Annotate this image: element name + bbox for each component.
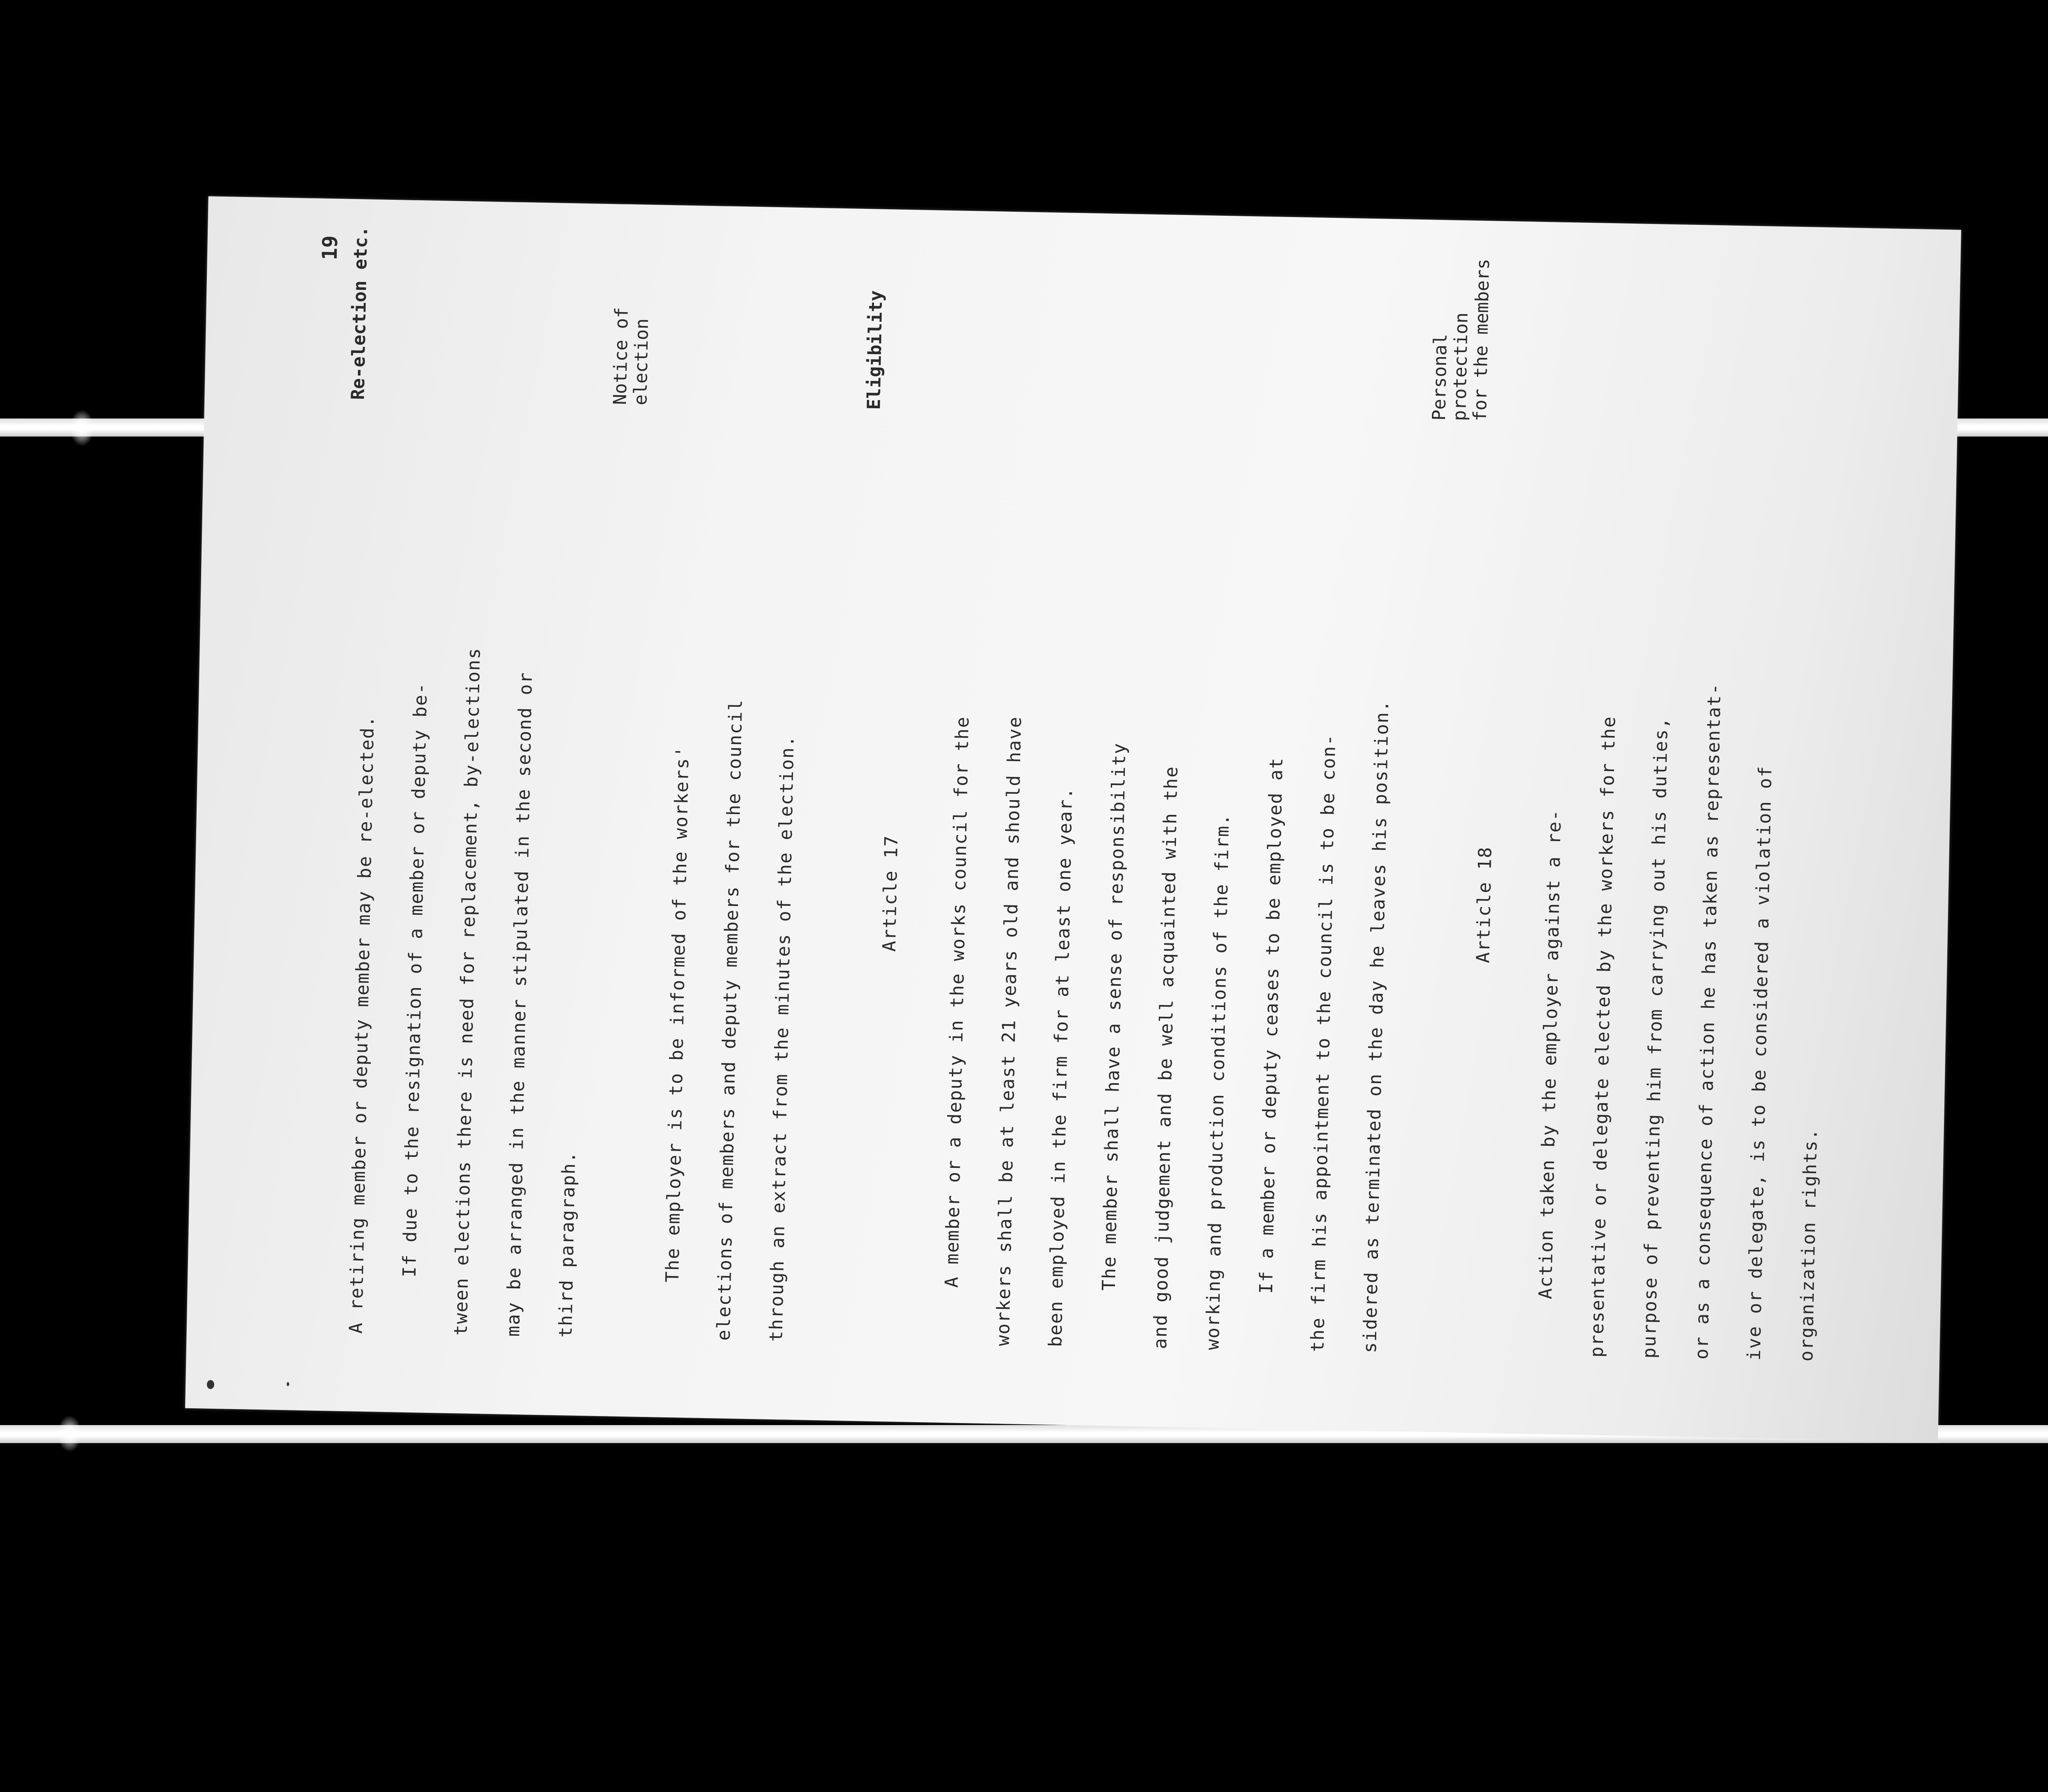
sprocket-hole — [70, 410, 94, 446]
paragraph-eligibility-qualities: The member shall have a sense of responsibility and good judgement and be well acquainted with the working and production conditions of the firm. — [1098, 742, 1234, 1351]
film-speck — [287, 1382, 289, 1386]
article-17-heading: Article 17 — [879, 835, 902, 952]
sprocket-hole — [57, 1415, 82, 1452]
margin-note-reelection: Re-election etc. — [347, 226, 372, 400]
paragraph-reelection: A retiring member or deputy member may be re-elected. — [345, 715, 378, 1334]
page-content — [222, 209, 1924, 1429]
body-text — [330, 432, 1851, 1362]
film-speck — [207, 1380, 214, 1389]
page-number: 19 — [317, 235, 342, 260]
margin-note-protection: Personal protection for the members — [1428, 258, 1494, 422]
margin-notes — [347, 211, 1494, 422]
document-page — [185, 196, 1961, 1442]
paragraph-termination: If a member or deputy ceases to be employed at the firm his appointment to the council is to be con- sidered as terminated on the day he leaves his position. — [1255, 699, 1393, 1353]
paragraph-protection: Action taken by the employer against a re- presentative or delegate elected by the workers for the purpose of preventing him from carrying out his duties, or as a consequence of action he has taken as representat- ive or delegate, is to be considered a violation of organization rights. — [1535, 683, 1821, 1362]
paragraph-notice: The employer is to be informed of the workers' elections of members and deputy members for the council through an extract from the minutes of the election. — [662, 699, 798, 1342]
paragraph-by-elections: If due to the resignation of a member or deputy be- tween elections there is need for replacement, by-elections may be arranged in the manner stipulated in the second or third paragraph. — [399, 647, 580, 1338]
paragraph-eligibility-age: A member or a deputy in the works council for the workers shall be at least 21 years old and should have been employed in the firm for at least one year. — [941, 716, 1077, 1347]
margin-note-notice: Notice of election — [609, 307, 653, 406]
margin-note-eligibility: Eligibility — [863, 290, 887, 410]
article-18-heading: Article 18 — [1473, 846, 1496, 964]
